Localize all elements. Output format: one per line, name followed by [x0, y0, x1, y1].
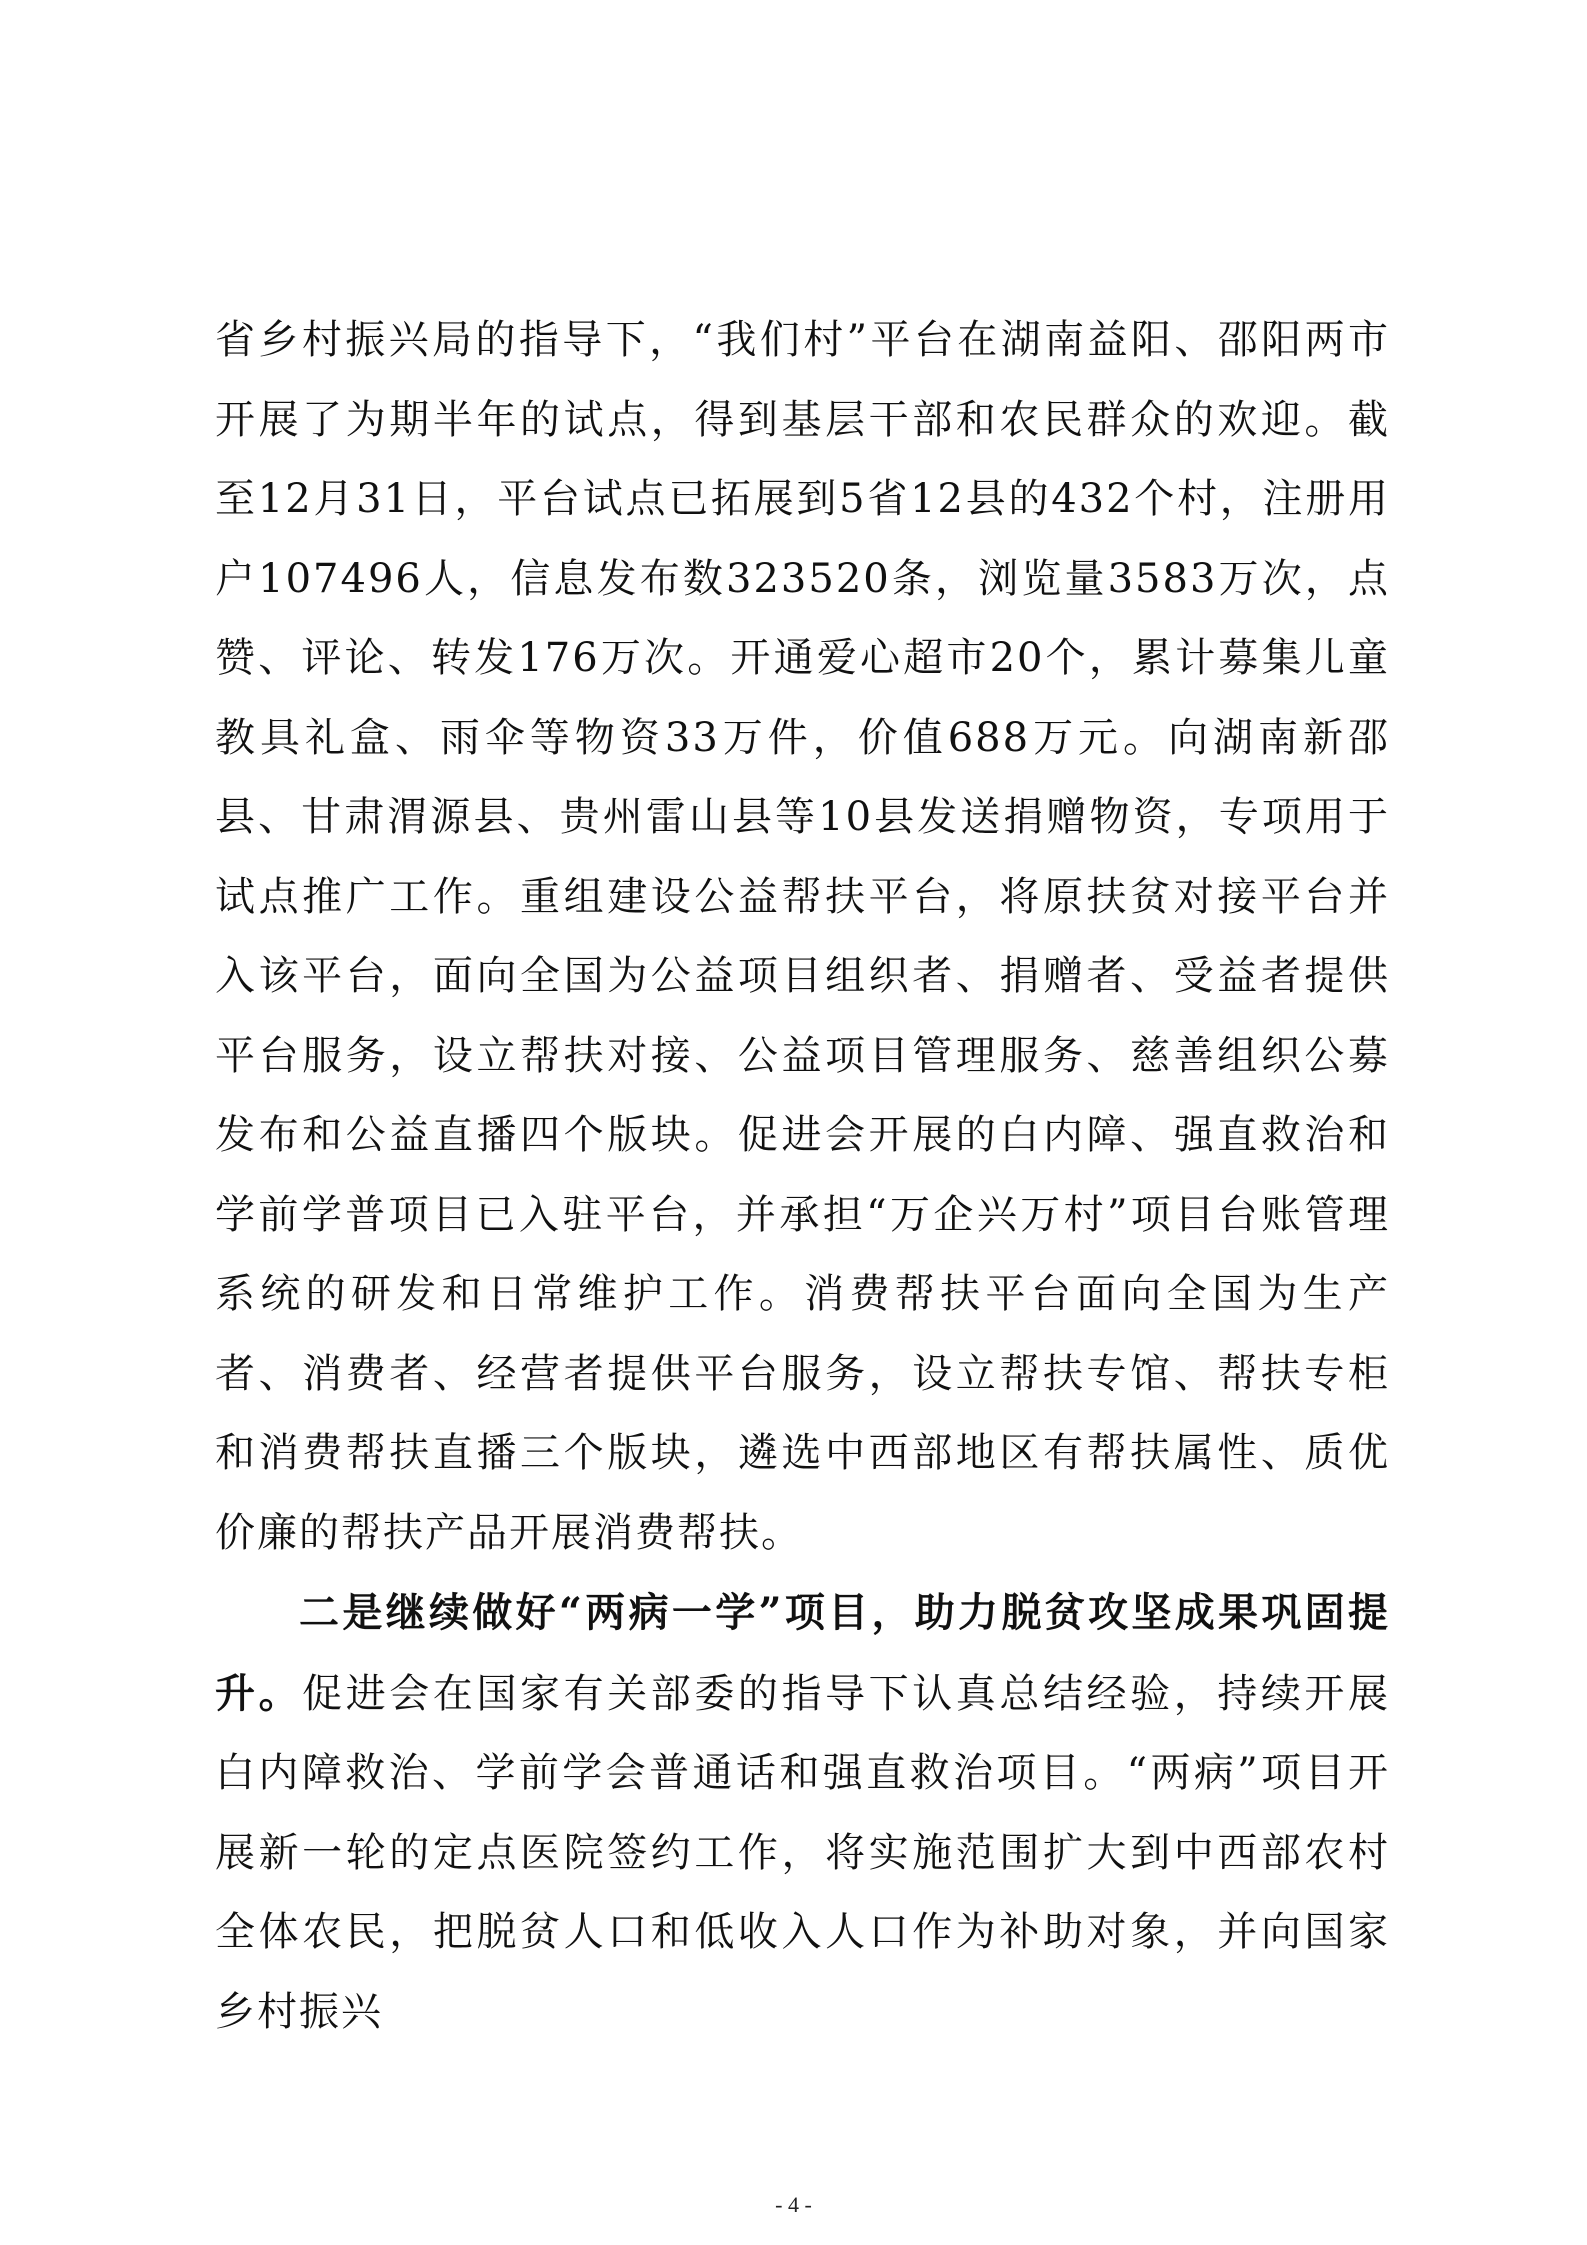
- paragraph-1-text: 省乡村振兴局的指导下，“我们村”平台在湖南益阳、邵阳两市开展了为期半年的试点，得到基层干部和农民群众的欢迎。截至12月31日，平台试点已拓展到5省12县的432个村，注册用户107496人，信息发布数323520条，浏览量3583万次，点赞、评论、转发176万次。开通爱心超市20个，累计募集儿童教具礼盒、雨伞等物资33万件，价值688万元。向湖南新邵县、甘肃渭源县、贵州雷山县等10县发送捐赠物资，专项用于试点推广工作。重组建设公益帮扶平台，将原扶贫对接平台并入该平台，面向全国为公益项目组织者、捐赠者、受益者提供平台服务，设立帮扶对接、公益项目管理服务、慈善组织公募发布和公益直播四个版块。促进会开展的白内障、强直救治和学前学普项目已入驻平台，并承担“万企兴万村”项目台账管理系统的研发和日常维护工作。消费帮扶平台面向全国为生产者、消费者、经营者提供平台服务，设立帮扶专馆、帮扶专柜和消费帮扶直播三个版块，遴选中西部地区有帮扶属性、质优价廉的帮扶产品开展消费帮扶。: [215, 317, 1390, 1556]
- document-body: [215, 300, 1390, 2052]
- paragraph-2-lead: 二是继续做好“两病一学”项目，助力脱贫攻坚成果巩固提升。: [215, 1589, 1390, 1717]
- paragraph-2: [215, 1573, 1390, 2052]
- paragraph-1: [215, 300, 1390, 1573]
- page-number: - 4 -: [775, 2192, 812, 2217]
- paragraph-2-text: 促进会在国家有关部委的指导下认真总结经验，持续开展白内障救治、学前学会普通话和强直救治项目。“两病”项目开展新一轮的定点医院签约工作，将实施范围扩大到中西部农村全体农民，把脱贫人口和低收入人口作为补助对象，并向国家乡村振兴: [215, 1670, 1391, 2035]
